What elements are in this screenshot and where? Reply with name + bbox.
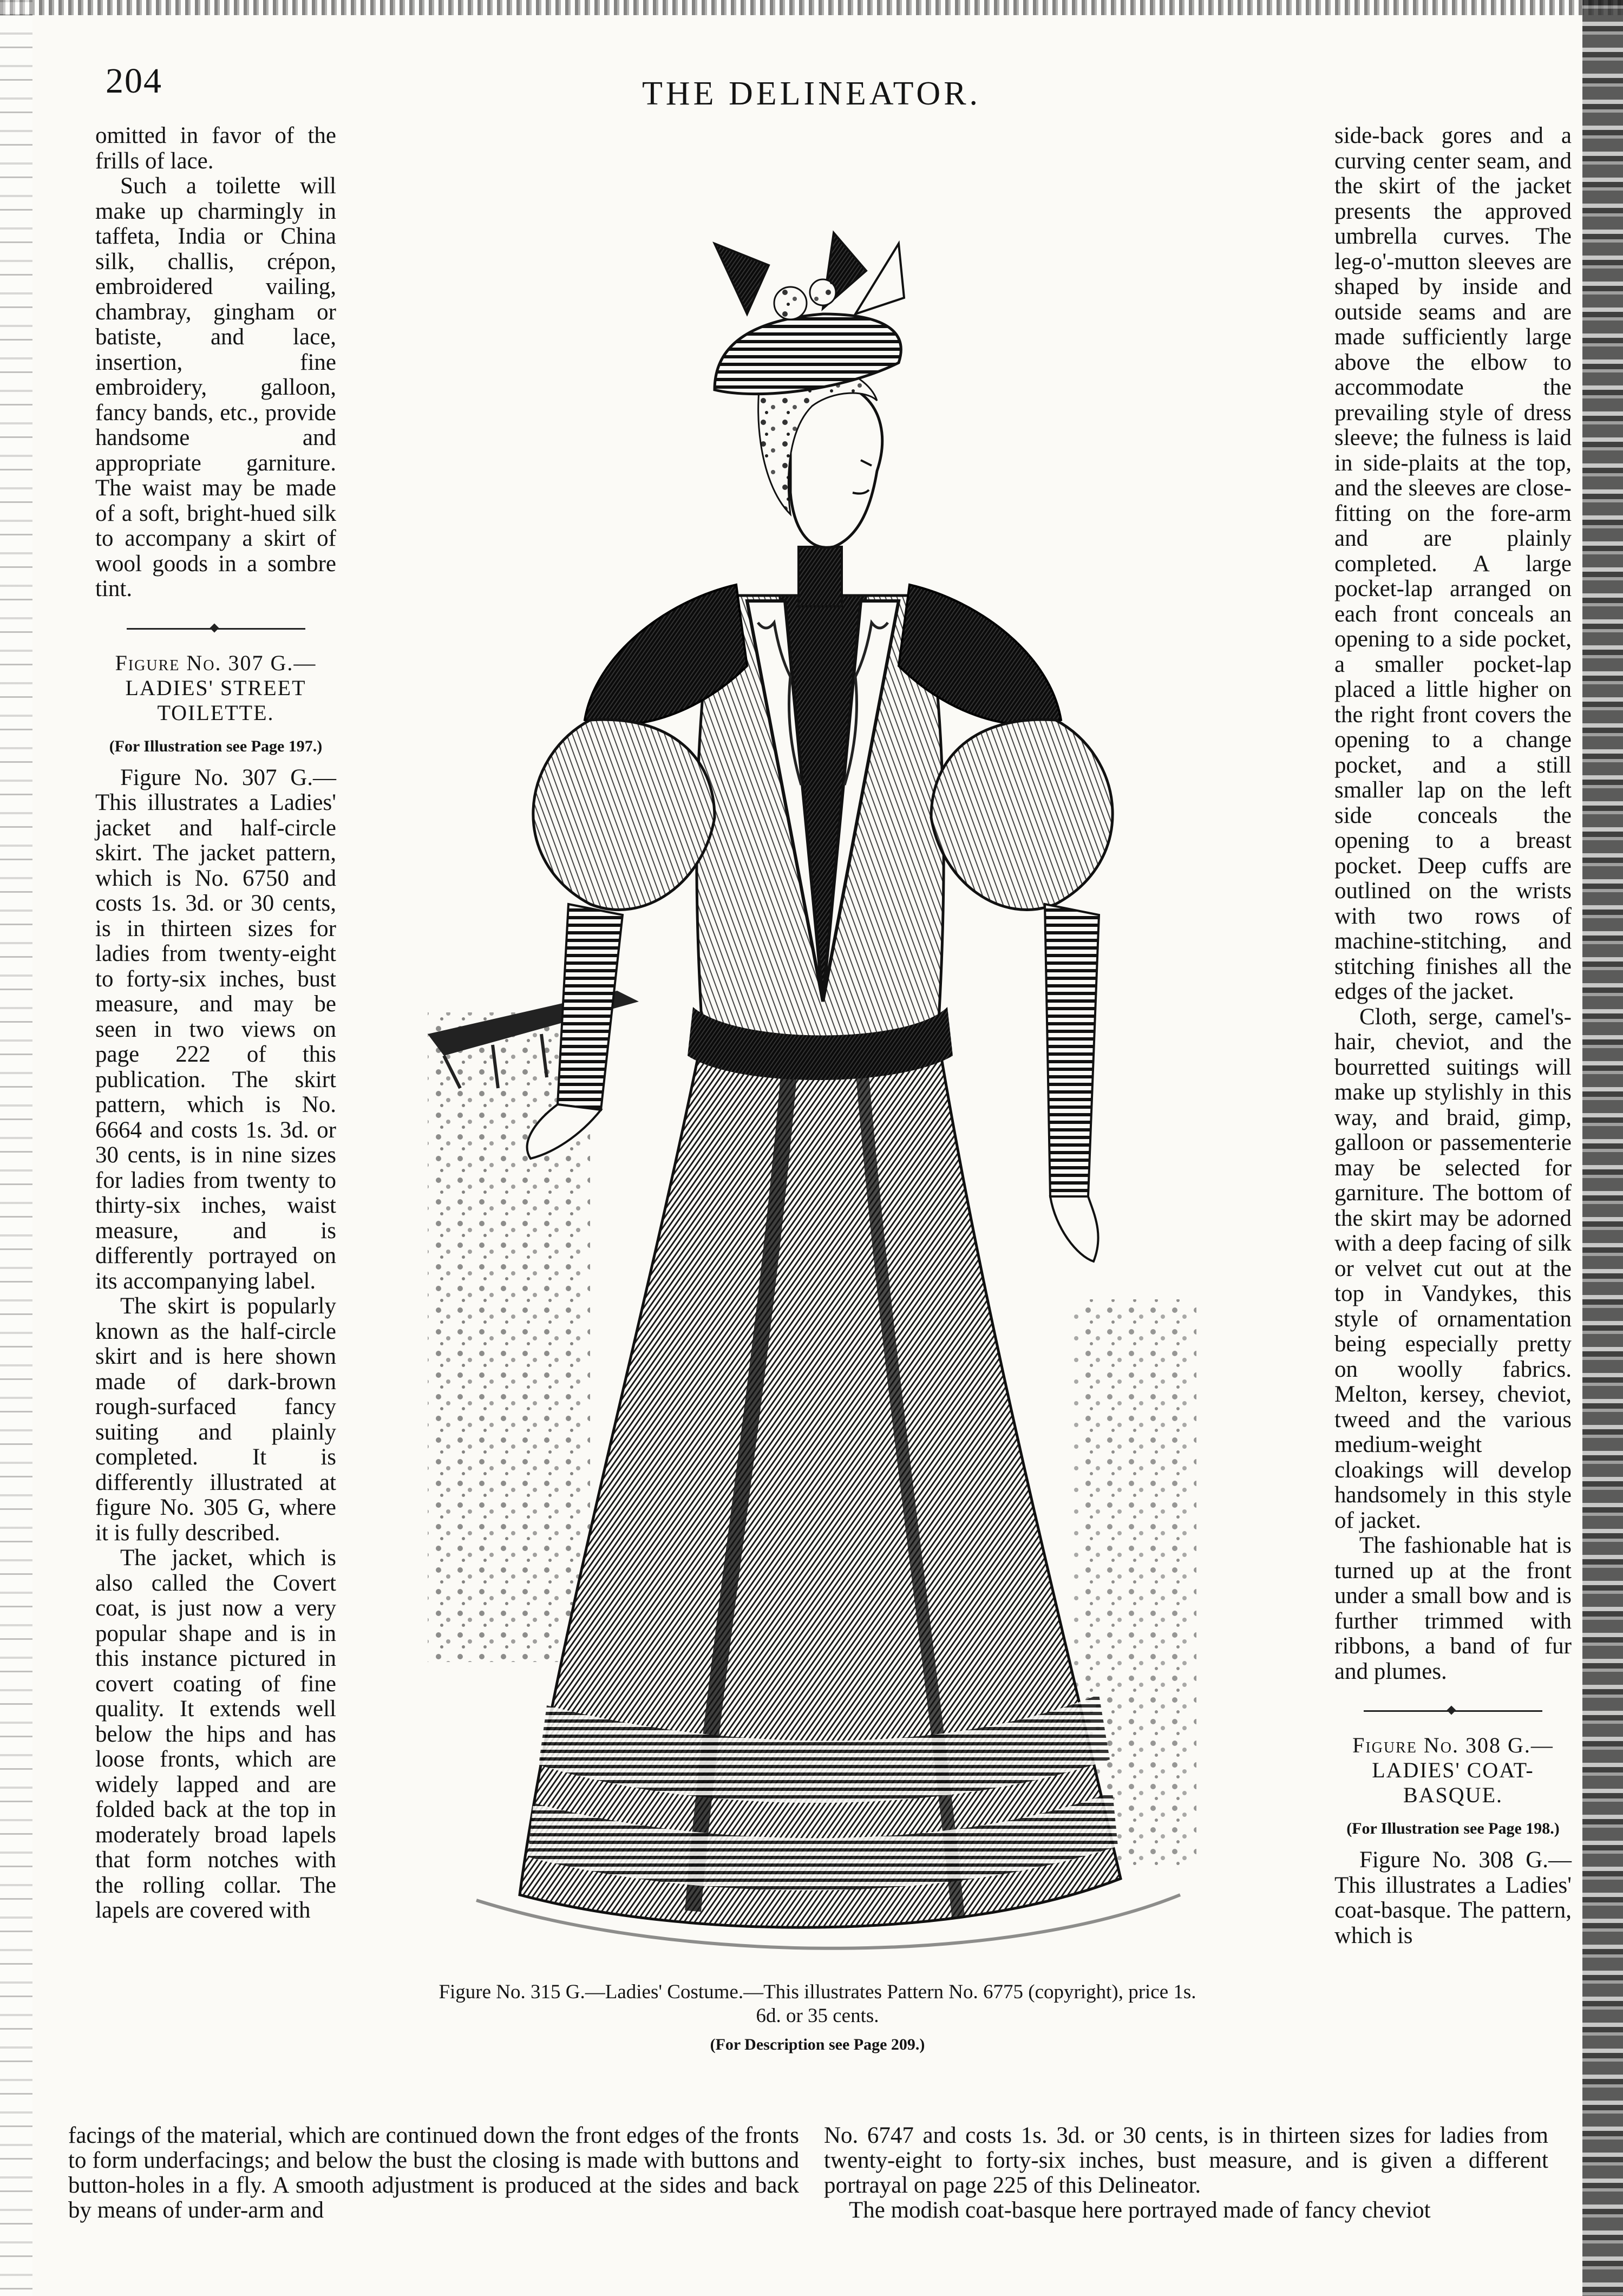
right-para-continued: side-back gores and a curving center seam, and the skirt of the jacket presents the approved umbrella curves. The leg-o'-mutton sleeves are shaped by inside and outside seams and are made sufficiently large above the elbow to accommodate the prevailing style of dress sleeve; the fulness is laid in side-plaits at the top, and the sleeves are close-fitting on the fore-arm and are plainly completed. A large pocket-lap arranged on each front conceals an opening to a side pocket, a smaller pocket-lap placed a little higher on the right front covers the opening to a change pocket, and a still smaller lap on the left side conceals the opening to a breast pocket. Deep cuffs are outlined on the wrists with two rows of machine-stitching, and stitching finishes all the edges of the jacket.	[1334, 123, 1572, 1004]
left-para-skirt: The skirt is popularly known as the half-circle skirt and is here shown made of dark-brown rough-surfaced fancy suiting and plainly completed. It is differently illustrated at figure No. 305 G, where it is fully described.	[95, 1293, 336, 1546]
illustration-caption: Figure No. 315 G.—Ladies' Costume.—This illustrates Pattern No. 6775 (copyright), price 1s. 6d. or 35 cents.	[439, 1981, 1196, 2027]
right-column	[1334, 123, 1572, 1948]
skirt	[520, 1029, 1121, 1927]
figure-307-note: (For Illustration see Page 197.)	[109, 737, 323, 755]
figure-308-title-line3: BASQUE.	[1403, 1783, 1503, 1807]
left-para-toilette: Such a toilette will make up charmingly in taffeta, India or China silk, challis, crépon, embroidered vailing, chambray, gingham or batiste, and lace, insertion, fine embroidery, galloon, fancy bands, etc., provide handsome and appropriate garniture. The waist may be made of a soft, bright-hued silk to accompany a skirt of wool goods in a sombre tint.	[95, 173, 336, 601]
left-column	[95, 123, 336, 1924]
figure-308-note: (For Illustration see Page 198.)	[1346, 1820, 1560, 1837]
bottom-right-paragraph: No. 6747 and costs 1s. 3d. or 30 cents, is in thirteen sizes for ladies from twenty-eight to forty-six inches, bust measure, and is given a different portrayal on page 225 of this Delineator.	[824, 2123, 1548, 2198]
bottom-left-paragraph: facings of the material, which are continued down the front edges of the fronts to form underfacings; and below the bust the closing is made with buttons and button-holes in a fly. A smooth adjustment is produced at the sides and back by means of under-arm and	[68, 2123, 799, 2223]
illustration-caption-note: (For Description see Page 209.)	[710, 2036, 925, 2053]
bottom-left-text	[68, 2123, 799, 2223]
hat	[715, 233, 904, 394]
page-edge-right	[1582, 0, 1623, 2296]
left-opening-lines: omitted in favor of the frills of lace.	[95, 123, 336, 174]
bottom-right-text	[824, 2123, 1548, 2223]
figure-307-title-line3: TOILETTE.	[157, 700, 274, 725]
left-para-jacket: The jacket, which is also called the Covert coat, is just now a very popular shape and is in this instance pictured in covert coating of fine quality. It extends well below the hips and has loose fronts, which are widely lapped and are folded back at the top in moderately broad lapels that form notches with the rolling collar. The lapels are covered with	[95, 1545, 336, 1923]
figure-308-title-line1: Figure No. 308 G.—	[1352, 1733, 1554, 1757]
costume-illustration	[411, 135, 1213, 1971]
left-para-figure-307: Figure No. 307 G.—This illustrates a Ladies' jacket and half-circle skirt. The jacket pattern, which is No. 6750 and costs 1s. 3d. or 30 cents, is in thirteen sizes for ladies from twenty-eight to forty-six inches, bust measure, and may be seen in two views on page 222 of this publication. The skirt pattern, which is No. 6664 and costs 1s. 3d. or 30 cents, is in nine sizes for ladies from twenty to thirty-six inches, waist measure, and is differently portrayed on its accompanying label.	[95, 764, 336, 1294]
figure-307-title-line1: Figure No. 307 G.—	[115, 650, 317, 675]
page-number: 204	[106, 61, 162, 101]
section-divider	[127, 625, 305, 632]
head	[758, 359, 882, 606]
right-para-figure-308: Figure No. 308 G.—This illustrates a Ladies' coat-basque. The pattern, which is	[1334, 1847, 1572, 1948]
running-head: THE DELINEATOR.	[642, 75, 981, 112]
figure-307-title-line2: LADIES' STREET	[125, 675, 306, 700]
page-edge-top	[0, 0, 1623, 15]
figure-308-title-line2: LADIES' COAT-	[1372, 1758, 1534, 1782]
section-divider	[1364, 1707, 1542, 1715]
lady-costume-engraving	[411, 135, 1213, 1971]
bottom-right-paragraph-2: The modish coat-basque here portrayed made of fancy cheviot	[849, 2197, 1431, 2223]
page-edge-left	[0, 0, 32, 2296]
right-para-hat: The fashionable hat is turned up at the front under a small bow and is further trimmed with ribbons, a band of fur and plumes.	[1334, 1533, 1572, 1684]
figure-308-heading	[1334, 1733, 1572, 1808]
figure-307-heading	[95, 651, 336, 725]
right-para-materials: Cloth, serge, camel's-hair, cheviot, and the bourretted suitings will make up stylishly in this way, and braid, gimp, galloon or passementerie may be selected for garniture. The bottom of the skirt may be adorned with a deep facing of silk or velvet cut out at the top in Vandykes, this style of ornamentation being especially pretty on woolly fabrics. Melton, kersey, cheviot, tweed and the various medium-weight cloakings will develop handsomely in this style of jacket.	[1334, 1004, 1572, 1533]
